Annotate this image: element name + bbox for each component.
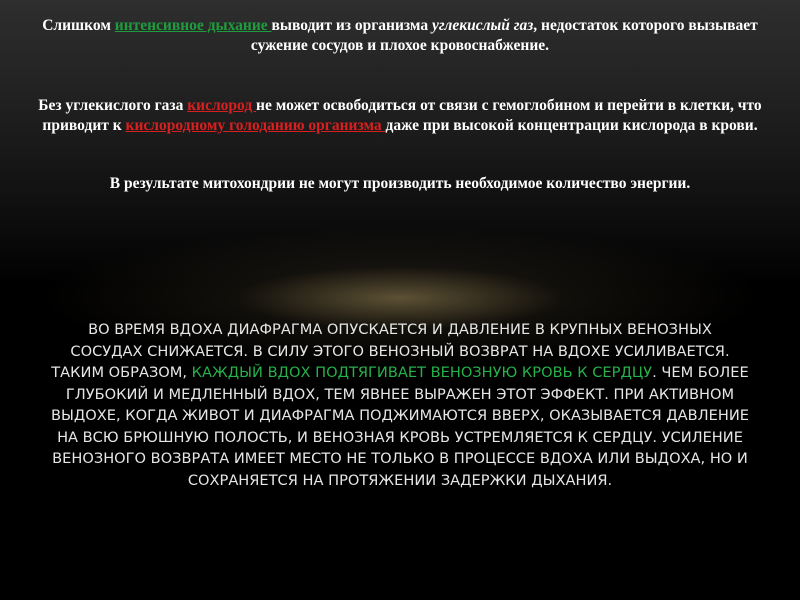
highlight-oxygen-starvation: кислородному голоданию организма bbox=[125, 117, 386, 134]
text-segment: ВО ВРЕМЯ ВДОХА ДИАФРАГМА ОПУСКАЕТСЯ И ДАВЛЕНИЕ В КРУПНЫХ ВЕНОЗНЫХ СОСУДАХ СНИЖАЕТСЯ. В СИЛУ ЭТОГО ВЕНОЗНЫЙ ВОЗВРАТ НА ВДОХЕ УСИЛИВАЕТСЯ. ТАКИМ ОБРАЗОМ, bbox=[51, 321, 730, 381]
text-segment: . ЧЕМ БОЛЕЕ ГЛУБОКИЙ И МЕДЛЕННЫЙ ВДОХ, ТЕМ ЯВНЕЕ ВЫРАЖЕН ЭТОТ ЭФФЕКТ. ПРИ АКТИВНОМ ВЫДОХЕ, КОГДА ЖИВОТ И ДИАФРАГМА ПОДЖИМАЮТСЯ ВВЕРХ, ОКАЗЫВАЕТСЯ ДАВЛЕНИЕ НА ВСЮ БРЮШНУЮ ПОЛОСТЬ, И ВЕНОЗНАЯ КРОВЬ УСТРЕМЛЯЕТСЯ К СЕРДЦУ. УСИЛЕНИЕ ВЕНОЗНОГО ВОЗВРАТА ИМЕЕТ МЕСТО НЕ ТОЛЬКО В ПРОЦЕССЕ ВДОХА ИЛИ ВЫДОХА, НО И СОХРАНЯЕТСЯ НА ПРОТЯЖЕНИИ ЗАДЕРЖКИ ДЫХАНИЯ. bbox=[51, 364, 749, 489]
text-segment: даже при высокой концентрации кислорода в крови. bbox=[385, 117, 758, 134]
paragraph-breathing bbox=[30, 16, 770, 56]
text-segment: , недостаток которого вызывает сужение сосудов и плохое кровоснабжение. bbox=[250, 17, 758, 54]
paragraph-oxygen bbox=[30, 96, 770, 136]
text-segment: Без углекислого газа bbox=[38, 97, 188, 114]
text-segment: не может освободиться от связи с гемоглобином и перейти в клетки, что приводит к bbox=[42, 97, 762, 134]
highlight-intensive-breathing: интенсивное дыхание bbox=[114, 17, 272, 34]
emphasis-co2: углекислый газ bbox=[431, 17, 534, 34]
highlight-venous-return: КАЖДЫЙ ВДОХ ПОДТЯГИВАЕТ ВЕНОЗНУЮ КРОВЬ К СЕРДЦУ bbox=[191, 364, 653, 381]
bottom-text-block bbox=[50, 319, 750, 491]
text-segment: выводит из организма bbox=[271, 17, 432, 34]
paragraph-mitochondria: В результате митохондрии не могут производить необходимое количество энергии. bbox=[109, 175, 691, 192]
highlight-oxygen: кислород bbox=[187, 97, 257, 114]
top-text-block bbox=[30, 16, 770, 194]
text-segment: Слишком bbox=[42, 17, 115, 34]
